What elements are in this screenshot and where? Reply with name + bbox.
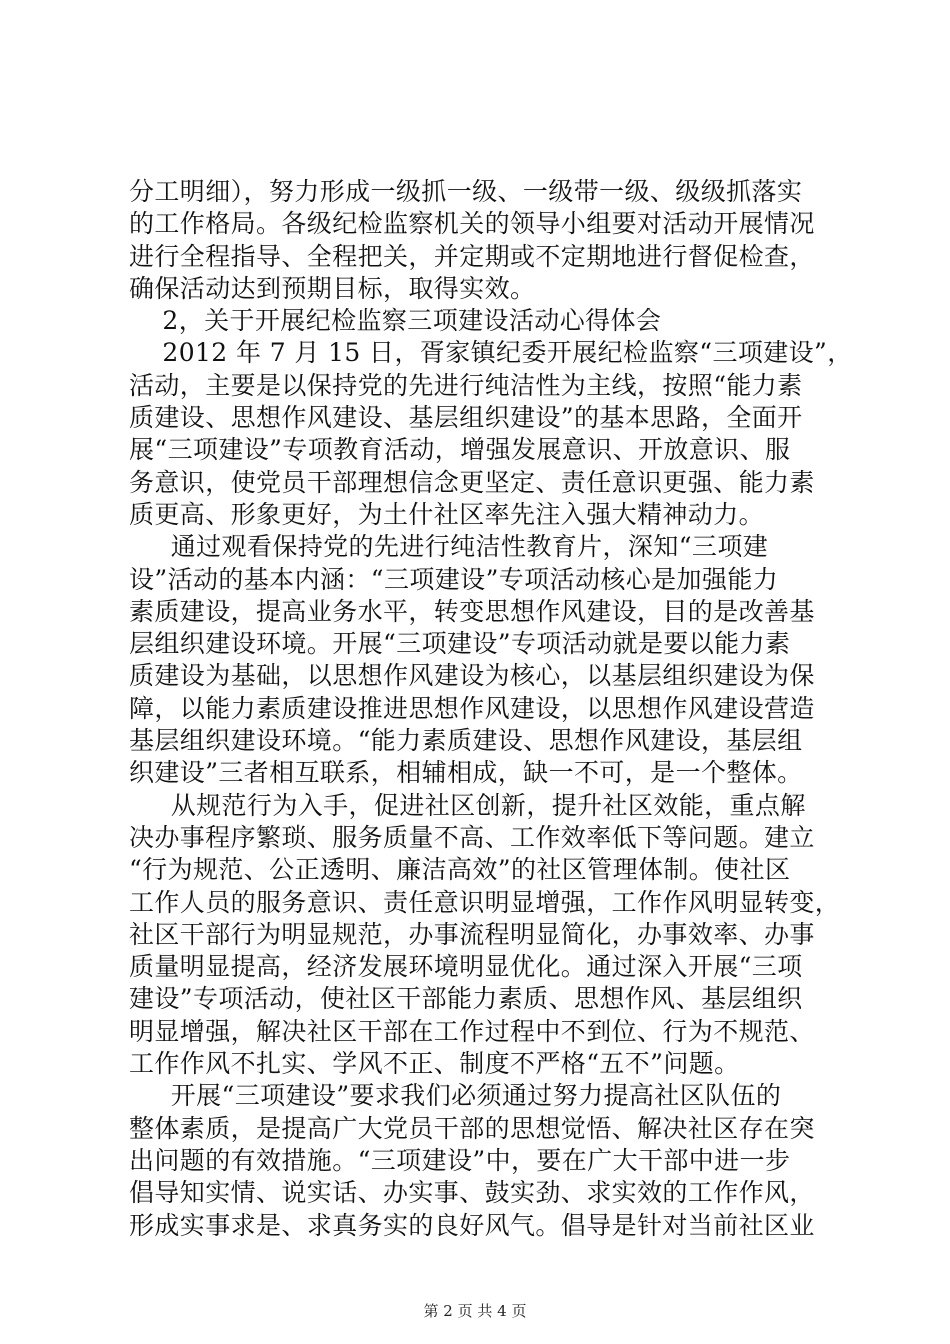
text-line: 确保活动达到预期目标，取得实效。 [129, 273, 536, 303]
text-line: 出问题的有效措施。“三项建设”中，要在广大干部中进一步 [129, 1145, 791, 1175]
text-line: 质更高、形象更好，为土什社区率先注入强大精神动力。 [129, 499, 765, 529]
text-line: 基层组织建设环境。“能力素质建设、思想作风建设，基层组 [129, 726, 803, 756]
page-number-footer: 第 2 页 共 4 页 [423, 1302, 527, 1320]
text-line: 建设”专项活动，使社区干部能力素质、思想作风、基层组织 [129, 984, 803, 1014]
text-line: 工作人员的服务意识、责任意识明显增强，工作作风明显转变， [129, 887, 841, 917]
text-line: 开展“三项建设”要求我们必须通过努力提高社区队伍的 [129, 1081, 782, 1111]
text-line: 工作作风不扎实、学风不正、制度不严格“五不”问题。 [129, 1049, 740, 1079]
text-line: 明显增强，解决社区干部在工作过程中不到位、行为不规范、 [129, 1016, 815, 1046]
text-line: 层组织建设环境。开展“三项建设”专项活动就是要以能力素 [129, 629, 791, 659]
text-line: 障，以能力素质建设推进思想作风建设，以思想作风建设营造 [129, 693, 815, 723]
text-line: 务意识，使党员干部理想信念更坚定、责任意识更强、能力素 [129, 467, 815, 497]
text-line: 通过观看保持党的先进行纯洁性教育片，深知“三项建 [129, 532, 769, 562]
text-line: 进行全程指导、全程把关，并定期或不定期地进行督促检查， [129, 241, 815, 271]
text-line: 素质建设，提高业务水平，转变思想作风建设，目的是改善基 [129, 596, 815, 626]
text-line: 形成实事求是、求真务实的良好风气。倡导是针对当前社区业 [129, 1210, 815, 1240]
text-line: 质建设、思想作风建设、基层组织建设”的基本思路，全面开 [129, 403, 803, 433]
text-line: 分工明细），努力形成一级抓一级、一级带一级、级级抓落实 [129, 177, 803, 206]
text-line: 展“三项建设”专项教育活动，增强发展意识、开放意识、服 [129, 435, 791, 465]
text-line: 2012 年 7 月 15 日，胥家镇纪委开展纪检监察“三项建设”， [129, 338, 853, 368]
text-line: 倡导知实情、说实话、办实事、鼓实劲、求实效的工作作风， [129, 1178, 815, 1208]
text-line: 活动，主要是以保持党的先进行纯洁性为主线，按照“能力素 [129, 370, 803, 400]
text-line: 从规范行为入手，促进社区创新，提升社区效能，重点解 [129, 790, 806, 820]
text-line: 质量明显提高，经济发展环境明显优化。通过深入开展“三项 [129, 952, 803, 982]
section-heading: 2，关于开展纪检监察三项建设活动心得体会 [129, 306, 662, 336]
text-line: 织建设”三者相互联系，相辅相成，缺一不可，是一个整体。 [129, 758, 803, 788]
document-body [129, 176, 853, 1242]
text-line: “行为规范、公正透明、廉洁高效”的社区管理体制。使社区 [129, 855, 791, 885]
text-line: 的工作格局。各级纪检监察机关的领导小组要对活动开展情况 [129, 209, 815, 239]
text-line: 社区干部行为明显规范，办事流程明显简化，办事效率、办事 [129, 919, 815, 949]
text-line: 整体素质，是提高广大党员干部的思想觉悟、解决社区存在突 [129, 1113, 815, 1143]
text-line: 设”活动的基本内涵：“三项建设”专项活动核心是加强能力 [129, 564, 779, 594]
text-line: 质建设为基础，以思想作风建设为核心，以基层组织建设为保 [129, 661, 815, 691]
text-line: 决办事程序繁琐、服务质量不高、工作效率低下等问题。建立 [129, 822, 815, 852]
